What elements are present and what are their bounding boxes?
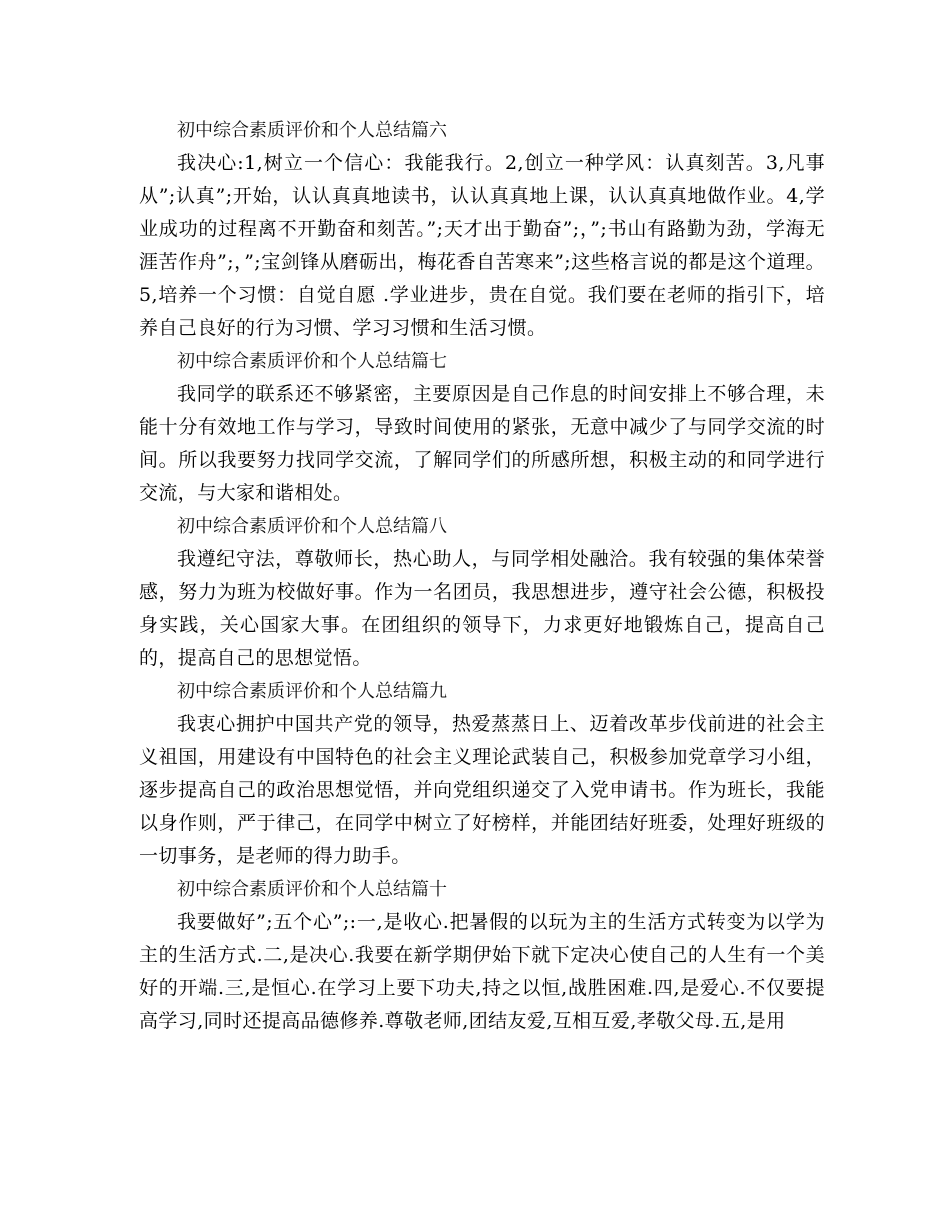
section-6 xyxy=(139,114,825,345)
section-heading: 初中综合素质评价和个人总结篇九 xyxy=(177,681,447,702)
section-paragraph: 我同学的联系还不够紧密，主要原因是自己作息的时间安排上不够合理，未能十分有效地工作与学习，导致时间使用的紧张，无意中减少了与同学交流的时间。所以我要努力找同学交流，了解同学们的所感所想，积极主动的和同学进行交流，与大家和谐相处。 xyxy=(139,383,825,504)
section-heading: 初中综合素质评价和个人总结篇六 xyxy=(177,120,447,141)
section-10 xyxy=(139,873,825,1038)
section-paragraph: 我要做好”;五个心”;:一,是收心.把暑假的以玩为主的生活方式转变为以学为主的生活方式.二,是决心.我要在新学期伊始下就下定决心使自己的人生有一个美好的开端.三,是恒心.在学习上要下功夫,持之以恒,战胜困难.四,是爱心.不仅要提高学习,同时还提高品德修养.尊敬老师,团结友爱,互相互爱,孝敬父母.五,是用 xyxy=(139,911,825,1032)
section-heading: 初中综合素质评价和个人总结篇八 xyxy=(177,516,447,537)
section-9 xyxy=(139,675,825,873)
section-paragraph: 我衷心拥护中国共产党的领导，热爱蒸蒸日上、迈着改革步伐前进的社会主义祖国，用建设有中国特色的社会主义理论武装自己，积极参加党章学习小组，逐步提高自己的政治思想觉悟，并向党组织递交了入党申请书。作为班长，我能以身作则，严于律己，在同学中树立了好榜样，并能团结好班委，处理好班级的一切事务，是老师的得力助手。 xyxy=(139,713,825,867)
section-8 xyxy=(139,510,825,675)
section-paragraph: 我遵纪守法，尊敬师长，热心助人，与同学相处融洽。我有较强的集体荣誉感，努力为班为校做好事。作为一名团员，我思想进步，遵守社会公德，积极投身实践，关心国家大事。在团组织的领导下，力求更好地锻炼自己，提高自己的，提高自己的思想觉悟。 xyxy=(139,548,825,669)
section-heading: 初中综合素质评价和个人总结篇七 xyxy=(177,351,447,372)
section-7 xyxy=(139,345,825,510)
section-heading: 初中综合素质评价和个人总结篇十 xyxy=(177,879,447,900)
document-page xyxy=(139,114,825,1038)
section-paragraph: 我决心:1,树立一个信心：我能我行。2,创立一种学风：认真刻苦。3,凡事从”;认真”;开始，认认真真地读书，认认真真地上课，认认真真地做作业。4,学业成功的过程离不开勤奋和刻苦。”;天才出于勤奋”;，”;书山有路勤为劲，学海无涯苦作舟”;，”;宝剑锋从磨砺出，梅花香自苦寒来”;这些格言说的都是这个道理。5,培养一个习惯：自觉自愿 .学业进步，贵在自觉。我们要在老师的指引下，培养自己良好的行为习惯、学习习惯和生活习惯。 xyxy=(139,152,825,339)
